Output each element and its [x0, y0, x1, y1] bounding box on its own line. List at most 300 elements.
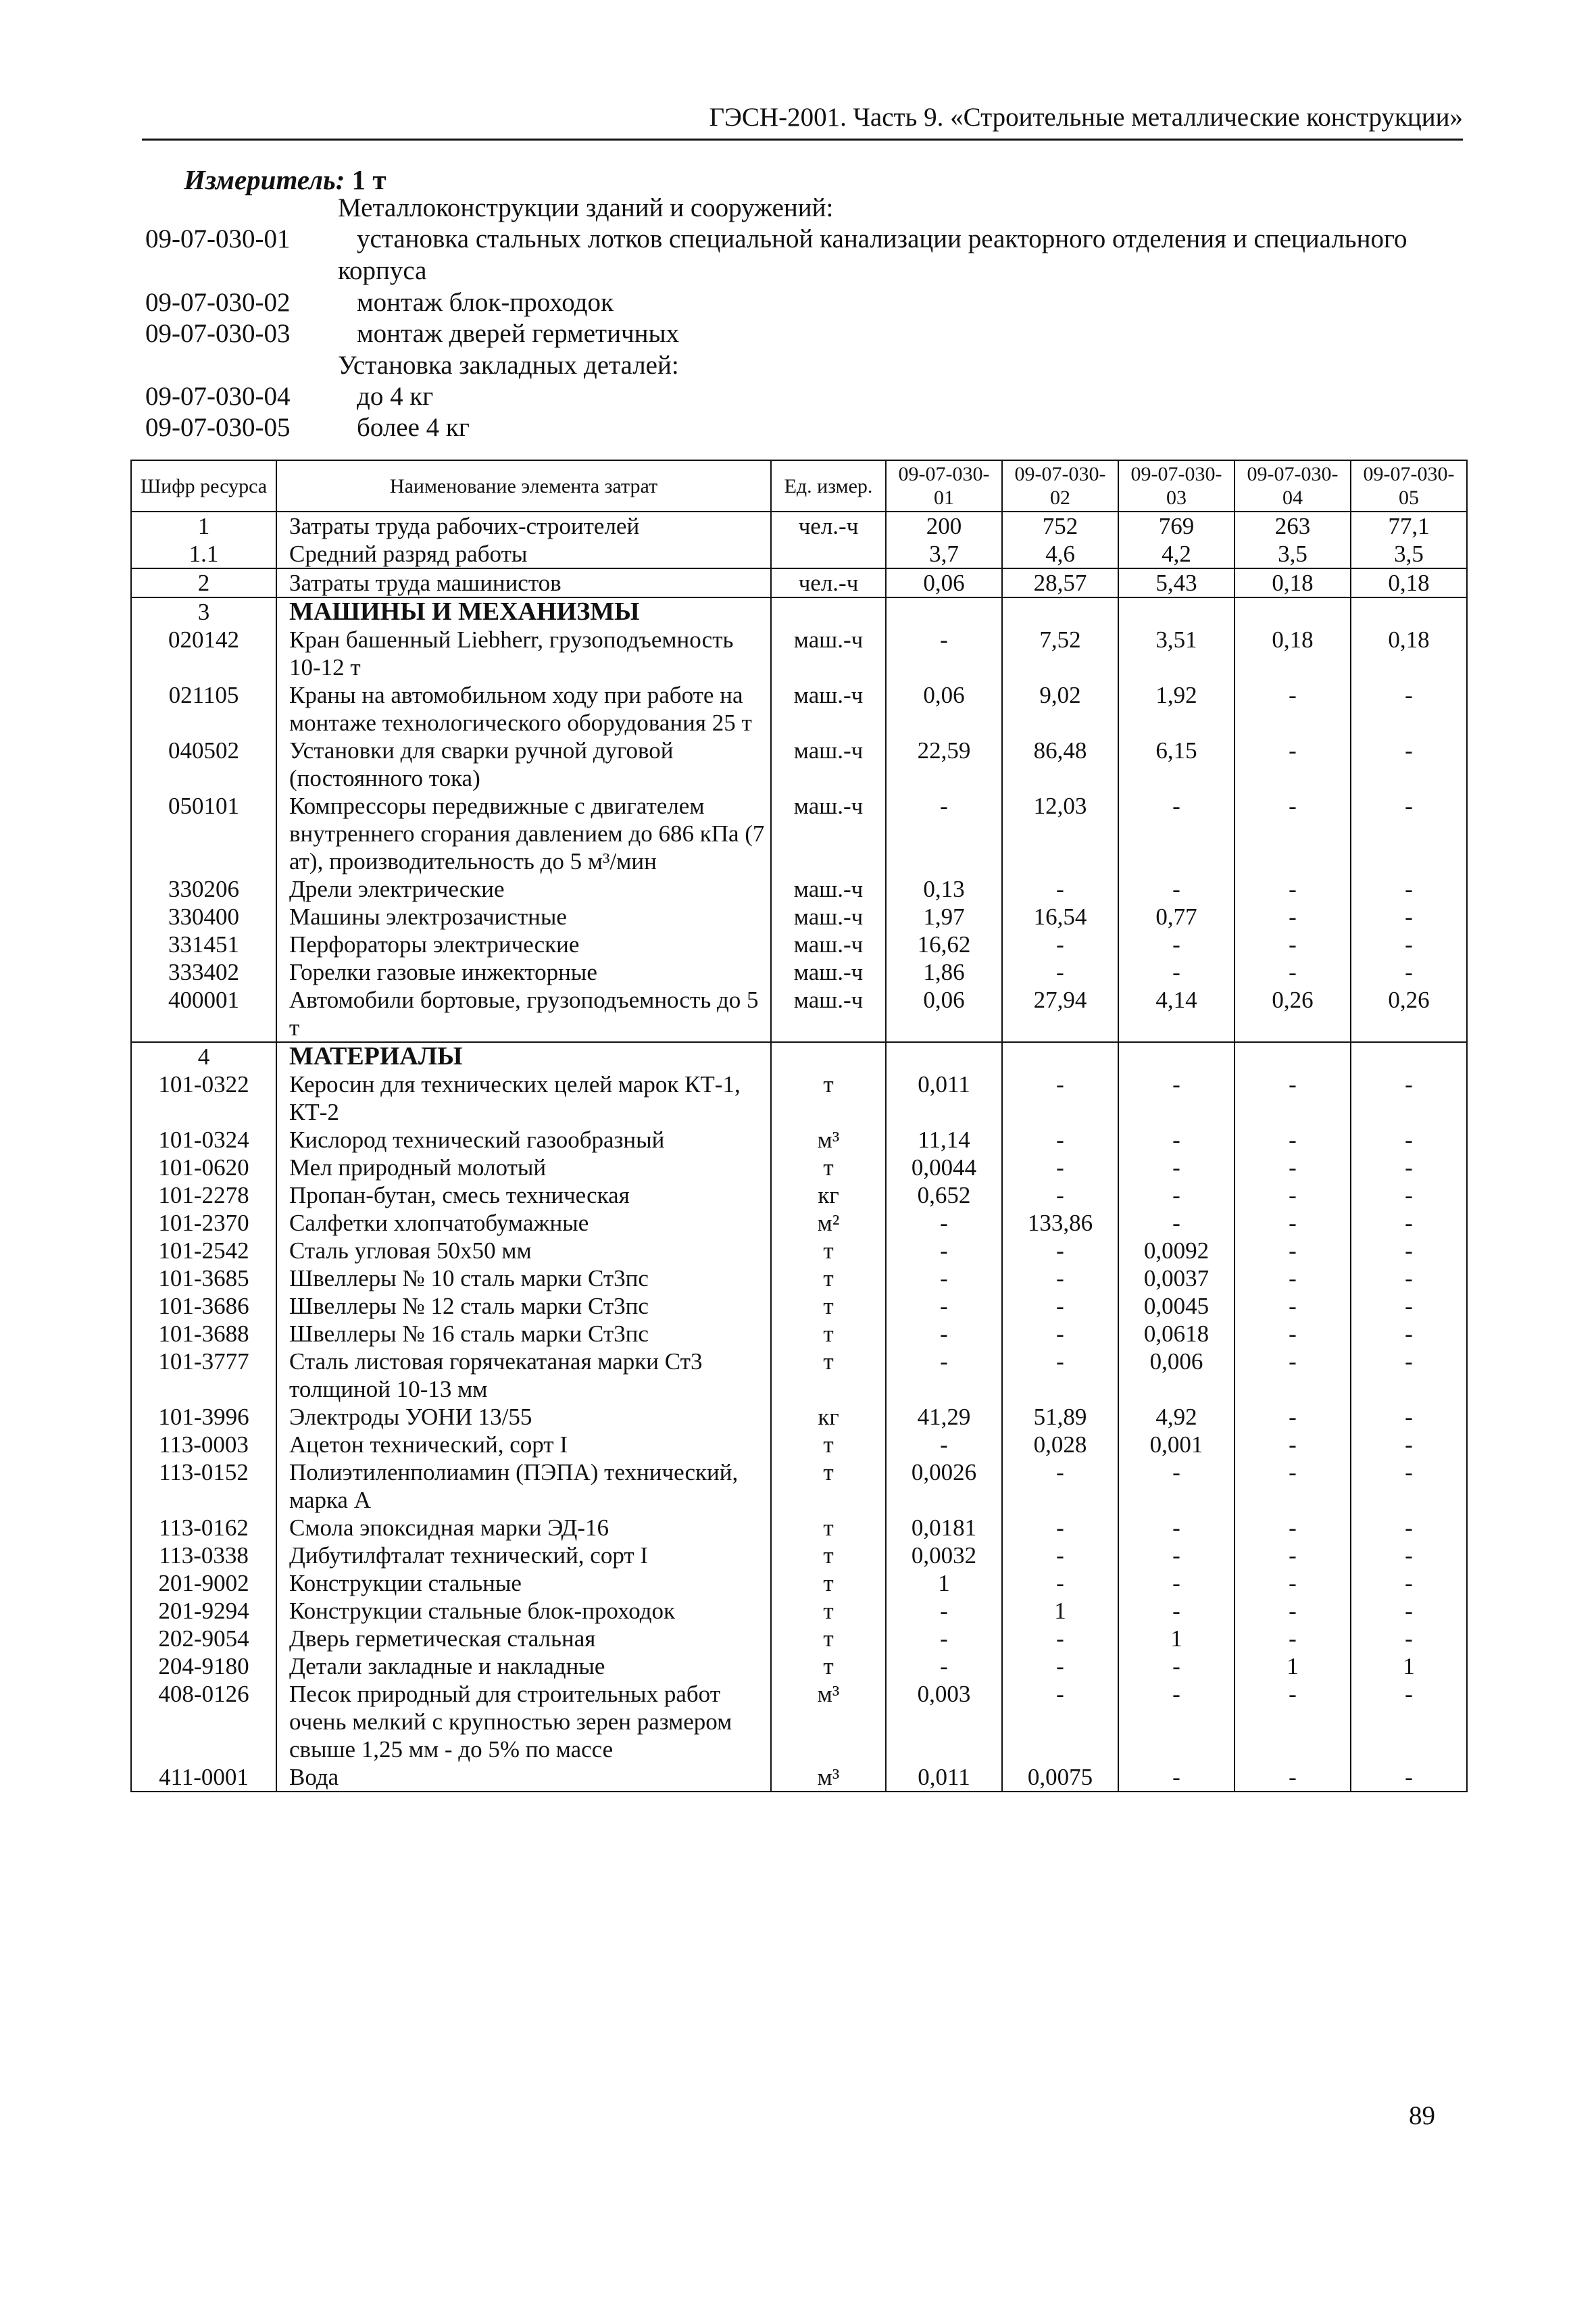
cell-value: 0,0037 [1118, 1264, 1235, 1292]
cell-unit: т [771, 1431, 886, 1458]
cell-value: 200 [886, 512, 1002, 540]
cell-value: - [1351, 1237, 1467, 1264]
table-row [131, 1126, 1467, 1154]
cell-value: 1 [1118, 1625, 1235, 1652]
cell-value: 0,0181 [886, 1514, 1002, 1542]
cell-value: - [1351, 1597, 1467, 1625]
cell-unit: т [771, 1348, 886, 1403]
cell-name: МАТЕРИАЛЫ [276, 1042, 771, 1070]
cell-code: 3 [131, 597, 276, 626]
table-row [131, 1431, 1467, 1458]
table-row [131, 597, 1467, 626]
item-text-cont: корпуса [338, 256, 427, 285]
cell-value: 0,26 [1235, 986, 1351, 1042]
cell-value: - [886, 792, 1002, 875]
cell-unit: чел.-ч [771, 568, 886, 597]
cell-value: 12,03 [1002, 792, 1118, 875]
cell-value: - [1235, 1431, 1351, 1458]
item-code: 09-07-030-03 [145, 319, 291, 348]
cell-value: - [886, 1597, 1002, 1625]
item-code: 09-07-030-01 [145, 224, 291, 253]
running-header: ГЭСН-2001. Часть 9. «Строительные металлические конструкции» [142, 103, 1463, 141]
table-row [131, 1320, 1467, 1348]
cell-value: - [1235, 903, 1351, 931]
cell-value: - [1118, 792, 1235, 875]
cell-unit: т [771, 1154, 886, 1181]
table-row [131, 903, 1467, 931]
cell-value: - [1118, 1763, 1235, 1792]
table-row [131, 875, 1467, 903]
cell-value: 0,06 [886, 986, 1002, 1042]
cell-value: - [1235, 1680, 1351, 1763]
cell-value: - [1118, 875, 1235, 903]
cell-value: - [1118, 1070, 1235, 1126]
cell-unit: т [771, 1458, 886, 1514]
cell-value: - [1351, 1458, 1467, 1514]
cell-value: 1 [1235, 1652, 1351, 1680]
cell-value: 86,48 [1002, 737, 1118, 792]
cell-value: - [1002, 1181, 1118, 1209]
cell-name: Горелки газовые инжекторные [276, 958, 771, 986]
cell-value: - [1002, 1264, 1118, 1292]
cell-name: Кислород технический газообразный [276, 1126, 771, 1154]
cell-value: - [1002, 1625, 1118, 1652]
cell-value: 0,0026 [886, 1458, 1002, 1514]
cell-name: Затраты труда машинистов [276, 568, 771, 597]
table-row [131, 1264, 1467, 1292]
item-code: 09-07-030-04 [145, 382, 291, 411]
cell-name: Ацетон технический, сорт I [276, 1431, 771, 1458]
cell-value: - [886, 1292, 1002, 1320]
cell-code: 1 [131, 512, 276, 540]
cell-value: - [1351, 1209, 1467, 1237]
table-row [131, 1652, 1467, 1680]
cell-name: Дверь герметическая стальная [276, 1625, 771, 1652]
cell-value: - [1351, 1514, 1467, 1542]
cell-value: - [1351, 1680, 1467, 1763]
cell-value: 41,29 [886, 1403, 1002, 1431]
cell-value: - [1235, 1403, 1351, 1431]
cell-value: - [1235, 1320, 1351, 1348]
cell-code: 330400 [131, 903, 276, 931]
cell-unit: маш.-ч [771, 681, 886, 737]
cell-code: 040502 [131, 737, 276, 792]
cell-value: 1,92 [1118, 681, 1235, 737]
cell-unit [771, 1042, 886, 1070]
cell-value [1002, 1042, 1118, 1070]
cell-value: - [1118, 1569, 1235, 1597]
cell-value: - [1235, 1542, 1351, 1569]
table-row [131, 1348, 1467, 1403]
cell-name: Салфетки хлопчатобумажные [276, 1209, 771, 1237]
cell-value: - [1118, 1652, 1235, 1680]
table-row [131, 1763, 1467, 1792]
cell-value: - [1235, 1763, 1351, 1792]
cell-value: - [1235, 1514, 1351, 1542]
table-row [131, 1680, 1467, 1763]
cell-unit: м³ [771, 1763, 886, 1792]
cell-value: 4,14 [1118, 986, 1235, 1042]
table-row [131, 1597, 1467, 1625]
cell-name: Перфораторы электрические [276, 931, 771, 958]
cell-value: - [1351, 1763, 1467, 1792]
resource-table [130, 460, 1468, 1792]
table-row [131, 986, 1467, 1042]
cell-value: - [1118, 1209, 1235, 1237]
cell-name: Электроды УОНИ 13/55 [276, 1403, 771, 1431]
item-code: 09-07-030-05 [145, 413, 291, 442]
header-col-3: 09-07-030-03 [1118, 460, 1235, 512]
cell-value: - [1002, 1514, 1118, 1542]
group-title-2: Установка закладных деталей: [338, 351, 679, 380]
cell-value [1002, 597, 1118, 626]
cell-value: 3,7 [886, 540, 1002, 568]
cell-value: - [886, 1348, 1002, 1403]
cell-value: 0,18 [1351, 626, 1467, 681]
header-col-1: 09-07-030-01 [886, 460, 1002, 512]
table-row [131, 1209, 1467, 1237]
cell-name: Пропан-бутан, смесь техническая [276, 1181, 771, 1209]
cell-value: 0,001 [1118, 1431, 1235, 1458]
cell-code: 101-0322 [131, 1070, 276, 1126]
cell-code: 101-0620 [131, 1154, 276, 1181]
cell-name: Полиэтиленполиамин (ПЭПА) технический, марка А [276, 1458, 771, 1514]
cell-value: - [1002, 1237, 1118, 1264]
cell-value [1351, 1042, 1467, 1070]
cell-value: - [1235, 1070, 1351, 1126]
cell-value: - [1351, 1126, 1467, 1154]
cell-value: 0,13 [886, 875, 1002, 903]
cell-value: 22,59 [886, 737, 1002, 792]
cell-value: 0,652 [886, 1181, 1002, 1209]
cell-value: - [886, 1320, 1002, 1348]
cell-value [1235, 1042, 1351, 1070]
cell-value: 0,18 [1351, 568, 1467, 597]
cell-name: Швеллеры № 16 сталь марки Ст3пс [276, 1320, 771, 1348]
cell-code: 050101 [131, 792, 276, 875]
cell-value: - [1235, 1154, 1351, 1181]
cell-name: Затраты труда рабочих-строителей [276, 512, 771, 540]
cell-unit: т [771, 1652, 886, 1680]
cell-name: Компрессоры передвижные с двигателем внутреннего сгорания давлением до 686 кПа (7 ат), производительность до 5 м³/мин [276, 792, 771, 875]
cell-value [1118, 1042, 1235, 1070]
cell-value: 0,0075 [1002, 1763, 1118, 1792]
cell-code: 101-2542 [131, 1237, 276, 1264]
cell-name: Конструкции стальные блок-проходок [276, 1597, 771, 1625]
cell-unit: т [771, 1264, 886, 1292]
cell-value [1118, 597, 1235, 626]
cell-name: Автомобили бортовые, грузоподъемность до 5 т [276, 986, 771, 1042]
cell-value: - [886, 626, 1002, 681]
cell-value: - [1002, 1070, 1118, 1126]
cell-unit: т [771, 1597, 886, 1625]
header-col-4: 09-07-030-04 [1235, 460, 1351, 512]
cell-code: 400001 [131, 986, 276, 1042]
cell-value: - [1351, 792, 1467, 875]
cell-code: 113-0152 [131, 1458, 276, 1514]
cell-name: Сталь угловая 50x50 мм [276, 1237, 771, 1264]
cell-unit: т [771, 1320, 886, 1348]
cell-value: 16,54 [1002, 903, 1118, 931]
cell-value: - [1235, 1209, 1351, 1237]
cell-name: Детали закладные и накладные [276, 1652, 771, 1680]
cell-value: - [1351, 931, 1467, 958]
cell-unit: т [771, 1625, 886, 1652]
cell-value: - [886, 1209, 1002, 1237]
cell-value: - [1002, 1348, 1118, 1403]
table-row [131, 512, 1467, 540]
cell-value: 3,51 [1118, 626, 1235, 681]
header-code: Шифр ресурса [131, 460, 276, 512]
cell-value: - [886, 1652, 1002, 1680]
cell-name: Установки для сварки ручной дуговой (постоянного тока) [276, 737, 771, 792]
cell-code: 4 [131, 1042, 276, 1070]
cell-value: - [886, 1431, 1002, 1458]
cell-name: Швеллеры № 10 сталь марки Ст3пс [276, 1264, 771, 1292]
cell-value: - [1235, 1181, 1351, 1209]
cell-value: - [1235, 1569, 1351, 1597]
cell-unit: м³ [771, 1126, 886, 1154]
cell-value: - [1235, 1126, 1351, 1154]
cell-value: 3,5 [1351, 540, 1467, 568]
cell-value [886, 597, 1002, 626]
cell-value: - [1118, 1181, 1235, 1209]
cell-value: - [1118, 931, 1235, 958]
cell-value: - [1002, 875, 1118, 903]
table-row [131, 792, 1467, 875]
cell-value: - [1002, 1542, 1118, 1569]
cell-value: 0,028 [1002, 1431, 1118, 1458]
cell-name: Швеллеры № 12 сталь марки Ст3пс [276, 1292, 771, 1320]
cell-value: 0,011 [886, 1763, 1002, 1792]
cell-value: - [1235, 1264, 1351, 1292]
page-number: 89 [1409, 2101, 1435, 2130]
cell-code: 020142 [131, 626, 276, 681]
table-row [131, 931, 1467, 958]
table-header-row [131, 460, 1467, 512]
cell-value: - [1235, 681, 1351, 737]
cell-value: - [1351, 737, 1467, 792]
table-row [131, 1542, 1467, 1569]
cell-unit: т [771, 1569, 886, 1597]
cell-code: 201-9002 [131, 1569, 276, 1597]
table-row [131, 1292, 1467, 1320]
cell-value: - [1351, 1431, 1467, 1458]
cell-value: 7,52 [1002, 626, 1118, 681]
cell-value: 0,0045 [1118, 1292, 1235, 1320]
cell-code: 101-3685 [131, 1264, 276, 1292]
cell-code: 021105 [131, 681, 276, 737]
table-row [131, 540, 1467, 568]
cell-value: 16,62 [886, 931, 1002, 958]
cell-value: 1 [886, 1569, 1002, 1597]
table-row [131, 1403, 1467, 1431]
cell-name: Керосин для технических целей марок КТ-1, КТ-2 [276, 1070, 771, 1126]
cell-unit: маш.-ч [771, 875, 886, 903]
cell-value: - [1351, 1348, 1467, 1403]
table-row [131, 737, 1467, 792]
table-row [131, 626, 1467, 681]
cell-value: - [1351, 1070, 1467, 1126]
cell-value: 0,003 [886, 1680, 1002, 1763]
table-row [131, 1458, 1467, 1514]
cell-value: - [1002, 1458, 1118, 1514]
cell-code: 101-3686 [131, 1292, 276, 1320]
cell-value: 0,006 [1118, 1348, 1235, 1403]
cell-value [1351, 597, 1467, 626]
cell-value: - [1235, 1237, 1351, 1264]
table-row [131, 1181, 1467, 1209]
cell-code: 333402 [131, 958, 276, 986]
cell-code: 101-3688 [131, 1320, 276, 1348]
cell-value: 0,18 [1235, 568, 1351, 597]
item-text: более 4 кг [357, 413, 470, 442]
cell-value: 6,15 [1118, 737, 1235, 792]
cell-value: - [1351, 1292, 1467, 1320]
item-text: монтаж блок-проходок [357, 288, 614, 317]
cell-name: Краны на автомобильном ходу при работе на монтаже технологического оборудования 25 т [276, 681, 771, 737]
cell-unit: маш.-ч [771, 931, 886, 958]
cell-code: 1.1 [131, 540, 276, 568]
cell-value: - [1002, 1292, 1118, 1320]
cell-name: Кран башенный Liebherr, грузоподъемность 10-12 т [276, 626, 771, 681]
table-row [131, 681, 1467, 737]
cell-name: Смола эпоксидная марки ЭД-16 [276, 1514, 771, 1542]
cell-value: 133,86 [1002, 1209, 1118, 1237]
cell-value [886, 1042, 1002, 1070]
cell-value: 769 [1118, 512, 1235, 540]
header-name: Наименование элемента затрат [276, 460, 771, 512]
cell-code: 101-3777 [131, 1348, 276, 1403]
cell-value: - [1351, 1542, 1467, 1569]
cell-value: - [1235, 737, 1351, 792]
cell-code: 113-0162 [131, 1514, 276, 1542]
cell-value: - [1351, 958, 1467, 986]
table-row [131, 958, 1467, 986]
cell-value: - [1351, 1264, 1467, 1292]
item-code: 09-07-030-02 [145, 288, 291, 317]
cell-value: - [1118, 1458, 1235, 1514]
cell-unit: маш.-ч [771, 986, 886, 1042]
cell-value: 1,86 [886, 958, 1002, 986]
cell-value: - [1235, 958, 1351, 986]
header-unit: Ед. измер. [771, 460, 886, 512]
measure-value: 1 т [351, 164, 386, 195]
cell-name: Мел природный молотый [276, 1154, 771, 1181]
cell-value: 3,5 [1235, 540, 1351, 568]
cell-value: 0,77 [1118, 903, 1235, 931]
cell-code: 202-9054 [131, 1625, 276, 1652]
table-row [131, 1070, 1467, 1126]
cell-value: - [1351, 1154, 1467, 1181]
cell-value: 4,92 [1118, 1403, 1235, 1431]
cell-value: - [1351, 681, 1467, 737]
cell-name: МАШИНЫ И МЕХАНИЗМЫ [276, 597, 771, 626]
cell-name: Сталь листовая горячекатаная марки Ст3 толщиной 10-13 мм [276, 1348, 771, 1403]
cell-value: 9,02 [1002, 681, 1118, 737]
cell-code: 113-0338 [131, 1542, 276, 1569]
cell-code: 113-0003 [131, 1431, 276, 1458]
cell-unit: т [771, 1237, 886, 1264]
cell-value: - [1118, 1154, 1235, 1181]
cell-code: 408-0126 [131, 1680, 276, 1763]
cell-unit: кг [771, 1181, 886, 1209]
cell-value: 1 [1351, 1652, 1467, 1680]
cell-value: 4,2 [1118, 540, 1235, 568]
table-row [131, 1042, 1467, 1070]
cell-unit: т [771, 1514, 886, 1542]
cell-value: - [1002, 1320, 1118, 1348]
cell-value: 1,97 [886, 903, 1002, 931]
cell-value: - [1118, 958, 1235, 986]
cell-value: - [1002, 958, 1118, 986]
cell-value: 0,0092 [1118, 1237, 1235, 1264]
cell-value: 4,6 [1002, 540, 1118, 568]
cell-unit: кг [771, 1403, 886, 1431]
cell-value: 263 [1235, 512, 1351, 540]
cell-unit [771, 540, 886, 568]
cell-unit: м² [771, 1209, 886, 1237]
cell-value: - [1235, 931, 1351, 958]
cell-code: 101-0324 [131, 1126, 276, 1154]
cell-value: - [1235, 1292, 1351, 1320]
table-row [131, 1625, 1467, 1652]
cell-value: - [1351, 1625, 1467, 1652]
cell-unit: чел.-ч [771, 512, 886, 540]
cell-value: 0,011 [886, 1070, 1002, 1126]
cell-value: - [1002, 1154, 1118, 1181]
cell-unit: т [771, 1070, 886, 1126]
cell-code: 204-9180 [131, 1652, 276, 1680]
cell-value: 0,06 [886, 568, 1002, 597]
cell-unit: маш.-ч [771, 737, 886, 792]
cell-value: - [1118, 1597, 1235, 1625]
cell-code: 101-3996 [131, 1403, 276, 1431]
cell-value: - [1118, 1680, 1235, 1763]
cell-value: 752 [1002, 512, 1118, 540]
header-col-5: 09-07-030-05 [1351, 460, 1467, 512]
cell-value: - [886, 1264, 1002, 1292]
cell-value: 77,1 [1351, 512, 1467, 540]
header-col-2: 09-07-030-02 [1002, 460, 1118, 512]
cell-unit: маш.-ч [771, 903, 886, 931]
cell-name: Конструкции стальные [276, 1569, 771, 1597]
cell-code: 101-2370 [131, 1209, 276, 1237]
cell-value: - [1351, 1403, 1467, 1431]
cell-name: Вода [276, 1763, 771, 1792]
cell-unit: маш.-ч [771, 958, 886, 986]
cell-name: Песок природный для строительных работ очень мелкий с крупностью зерен размером свыше 1,25 мм - до 5% по массе [276, 1680, 771, 1763]
cell-code: 2 [131, 568, 276, 597]
table-row [131, 568, 1467, 597]
cell-value: - [1351, 1569, 1467, 1597]
cell-value: 51,89 [1002, 1403, 1118, 1431]
cell-value: - [1002, 1652, 1118, 1680]
cell-name: Дибутилфталат технический, сорт I [276, 1542, 771, 1569]
cell-value: - [1235, 875, 1351, 903]
cell-name: Дрели электрические [276, 875, 771, 903]
cell-value: 27,94 [1002, 986, 1118, 1042]
item-text: монтаж дверей герметичных [357, 319, 680, 348]
cell-name: Машины электрозачистные [276, 903, 771, 931]
cell-value: - [1118, 1126, 1235, 1154]
cell-value: - [1002, 931, 1118, 958]
cell-value: 0,06 [886, 681, 1002, 737]
cell-value: 0,0044 [886, 1154, 1002, 1181]
measure-label-text: Измеритель: [184, 164, 345, 195]
cell-unit: т [771, 1292, 886, 1320]
cell-value: - [1002, 1569, 1118, 1597]
